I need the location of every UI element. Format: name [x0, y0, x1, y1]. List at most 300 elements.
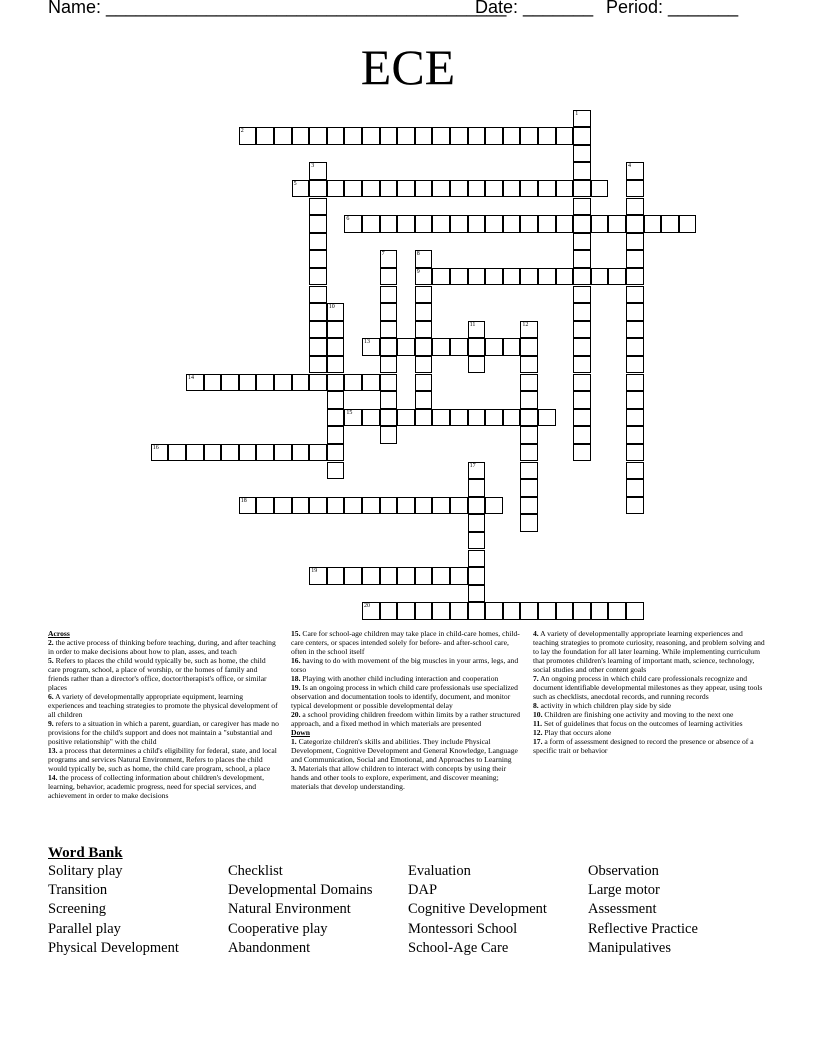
crossword-cell[interactable]: [186, 444, 204, 462]
crossword-cell[interactable]: [380, 215, 398, 233]
crossword-cell[interactable]: [327, 567, 345, 585]
crossword-cell[interactable]: [573, 391, 591, 409]
crossword-cell[interactable]: [274, 127, 292, 145]
crossword-cell[interactable]: [415, 338, 433, 356]
crossword-cell[interactable]: [380, 127, 398, 145]
crossword-cell[interactable]: [538, 602, 556, 620]
crossword-cell[interactable]: [520, 462, 538, 480]
crossword-cell[interactable]: [380, 321, 398, 339]
crossword-cell[interactable]: [397, 180, 415, 198]
crossword-cell[interactable]: [485, 409, 503, 427]
crossword-cell[interactable]: [344, 567, 362, 585]
clue-item: [291, 629, 523, 656]
clue-number: 6.: [48, 692, 54, 701]
crossword-cell[interactable]: [591, 268, 609, 286]
clue-text: Children are finishing one activity and moving to the next one: [542, 710, 734, 719]
clue-number: 11: [469, 321, 476, 328]
crossword-cell[interactable]: [626, 444, 644, 462]
crossword-cell[interactable]: [450, 268, 468, 286]
crossword-cell[interactable]: [644, 215, 662, 233]
crossword-cell[interactable]: [520, 426, 538, 444]
clue-text: Play that occurs alone: [542, 728, 612, 737]
crossword-cell[interactable]: [415, 374, 433, 392]
crossword-cell[interactable]: [432, 409, 450, 427]
crossword-cell[interactable]: [591, 180, 609, 198]
word-bank-column-4: [588, 862, 698, 958]
crossword-cell[interactable]: [327, 444, 345, 462]
crossword-cell[interactable]: [292, 444, 310, 462]
crossword-cell[interactable]: [520, 391, 538, 409]
clue-number: 4: [628, 163, 631, 170]
crossword-cell[interactable]: [626, 497, 644, 515]
crossword-cell[interactable]: [520, 321, 538, 339]
clue-text: Playing with another child including interaction and cooperation: [300, 674, 499, 683]
crossword-cell[interactable]: [626, 268, 644, 286]
crossword-cell[interactable]: [538, 215, 556, 233]
crossword-cell[interactable]: [626, 602, 644, 620]
crossword-cell[interactable]: [151, 444, 169, 462]
crossword-cell[interactable]: [256, 497, 274, 515]
clue-text: An ongoing process in which child care professionals recognize and document identifiable developmental milestones as they appear, using tools such as checklists, anecdotal records, and running records: [533, 674, 763, 701]
crossword-cell[interactable]: [274, 444, 292, 462]
clue-number: 20.: [291, 710, 301, 719]
crossword-cell[interactable]: [573, 602, 591, 620]
clue-item: [291, 656, 523, 674]
crossword-cell[interactable]: [608, 268, 626, 286]
crossword-cell[interactable]: [309, 250, 327, 268]
crossword-cell[interactable]: [327, 180, 345, 198]
crossword-cell[interactable]: [204, 444, 222, 462]
crossword-cell[interactable]: [380, 268, 398, 286]
crossword-cell[interactable]: [468, 409, 486, 427]
crossword-cell[interactable]: [573, 215, 591, 233]
crossword-cell[interactable]: [468, 585, 486, 603]
crossword-cell[interactable]: [538, 127, 556, 145]
crossword-cell[interactable]: [573, 321, 591, 339]
crossword-cell[interactable]: [362, 127, 380, 145]
crossword-cell[interactable]: [397, 497, 415, 515]
crossword-cell[interactable]: [344, 497, 362, 515]
clue-item: [533, 737, 766, 755]
crossword-cell[interactable]: [309, 233, 327, 251]
crossword-cell[interactable]: [380, 602, 398, 620]
clue-number: 2: [240, 128, 244, 135]
crossword-cell[interactable]: [468, 356, 486, 374]
crossword-cell[interactable]: [468, 215, 486, 233]
clue-number: 3.: [291, 764, 297, 773]
crossword-cell[interactable]: [556, 602, 574, 620]
word-bank-item: Abandonment: [228, 939, 311, 956]
crossword-cell[interactable]: [468, 180, 486, 198]
crossword-cell[interactable]: [626, 162, 644, 180]
crossword-cell[interactable]: [485, 127, 503, 145]
crossword-cell[interactable]: [397, 567, 415, 585]
crossword-cell[interactable]: [573, 303, 591, 321]
crossword-cell[interactable]: [468, 321, 486, 339]
crossword-cell[interactable]: [380, 391, 398, 409]
crossword-cell[interactable]: [397, 215, 415, 233]
crossword-cell[interactable]: [432, 180, 450, 198]
word-bank-item: Manipulatives: [588, 939, 671, 956]
crossword-cell[interactable]: [415, 391, 433, 409]
crossword-cell[interactable]: [626, 215, 644, 233]
crossword-cell[interactable]: [538, 180, 556, 198]
crossword-cell[interactable]: [573, 180, 591, 198]
crossword-cell[interactable]: [573, 250, 591, 268]
crossword-cell[interactable]: [573, 268, 591, 286]
crossword-cell[interactable]: [327, 409, 345, 427]
crossword-cell[interactable]: [221, 374, 239, 392]
crossword-cell[interactable]: [380, 303, 398, 321]
crossword-cell[interactable]: [450, 409, 468, 427]
clue-text: Set of guidelines that focus on the outcomes of learning activities: [542, 719, 743, 728]
clue-text: a process that determines a child's eligibility for federal, state, and local programs and services Natural Environment, Refers to places the child would typically be, such as home, the child care program, school, a place: [48, 746, 277, 773]
crossword-cell[interactable]: [573, 356, 591, 374]
crossword-cell[interactable]: [432, 567, 450, 585]
name-field[interactable]: Name: ________________________________________: [48, 0, 507, 17]
crossword-cell[interactable]: [362, 180, 380, 198]
crossword-cell[interactable]: [503, 338, 521, 356]
crossword-cell[interactable]: [432, 497, 450, 515]
crossword-cell[interactable]: [573, 374, 591, 392]
crossword-cell[interactable]: [626, 198, 644, 216]
clue-number: 7.: [533, 674, 539, 683]
word-bank-item: Developmental Domains: [228, 882, 373, 899]
crossword-cell[interactable]: [397, 338, 415, 356]
crossword-cell[interactable]: [344, 374, 362, 392]
crossword-cell[interactable]: [327, 374, 345, 392]
clue-item: [291, 737, 523, 764]
crossword-cell[interactable]: [520, 215, 538, 233]
clue-text: Categorize children's skills and abilities. They include Physical Development, Cognitive Development and General Knowledge, Language and Communication, Social and Emotional, and Approaches to Learning: [291, 737, 518, 764]
word-bank-item: Transition: [48, 882, 108, 899]
crossword-cell[interactable]: [239, 497, 257, 515]
crossword-cell[interactable]: [380, 374, 398, 392]
crossword-cell[interactable]: [468, 268, 486, 286]
crossword-cell[interactable]: [591, 215, 609, 233]
crossword-cell[interactable]: [380, 286, 398, 304]
crossword-cell[interactable]: [380, 250, 398, 268]
crossword-cell[interactable]: [520, 444, 538, 462]
crossword-cell[interactable]: [538, 409, 556, 427]
crossword-cell[interactable]: [626, 391, 644, 409]
word-bank-item: Cognitive Development: [408, 901, 547, 918]
crossword-cell[interactable]: [415, 286, 433, 304]
crossword-cell[interactable]: [468, 567, 486, 585]
crossword-cell[interactable]: [309, 215, 327, 233]
crossword-cell[interactable]: [256, 374, 274, 392]
crossword-cell[interactable]: [626, 233, 644, 251]
crossword-cell[interactable]: [239, 444, 257, 462]
crossword-cell[interactable]: [556, 180, 574, 198]
crossword-cell[interactable]: [309, 180, 327, 198]
crossword-cell[interactable]: [450, 127, 468, 145]
clue-text: Care for school-age children may take place in child-care homes, child-care centers, or spaces intended solely for before- and after-school care, often in the school itself: [291, 629, 520, 656]
crossword-cell[interactable]: [573, 110, 591, 128]
crossword-cell[interactable]: [626, 338, 644, 356]
crossword-cell[interactable]: [503, 409, 521, 427]
clue-number: 11.: [533, 719, 543, 728]
crossword-cell[interactable]: [626, 250, 644, 268]
clue-item: [48, 746, 280, 773]
crossword-cell[interactable]: [309, 286, 327, 304]
crossword-cell[interactable]: [309, 356, 327, 374]
crossword-cell[interactable]: [520, 338, 538, 356]
clue-text: activity in which children play side by side: [538, 701, 672, 710]
crossword-cell[interactable]: [573, 145, 591, 163]
crossword-cell[interactable]: [415, 321, 433, 339]
crossword-cell[interactable]: [397, 127, 415, 145]
crossword-cell[interactable]: [450, 180, 468, 198]
crossword-cell[interactable]: [380, 497, 398, 515]
crossword-cell[interactable]: [415, 180, 433, 198]
crossword-cell[interactable]: [309, 567, 327, 585]
clue-text: Materials that allow children to interact with concepts by using their hands and other tools to explore, experiment, and discover meaning; materials that develop understanding.: [291, 764, 507, 791]
crossword-cell[interactable]: [380, 409, 398, 427]
crossword-cell[interactable]: [573, 286, 591, 304]
crossword-cell[interactable]: [573, 198, 591, 216]
crossword-cell[interactable]: [274, 374, 292, 392]
crossword-cell[interactable]: [432, 127, 450, 145]
crossword-cell[interactable]: [608, 602, 626, 620]
crossword-cell[interactable]: [327, 303, 345, 321]
clue-number: 15.: [291, 629, 301, 638]
word-bank-item: Evaluation: [408, 863, 471, 879]
crossword-cell[interactable]: [573, 426, 591, 444]
crossword-cell[interactable]: [573, 444, 591, 462]
crossword-cell[interactable]: [397, 409, 415, 427]
crossword-cell[interactable]: [485, 180, 503, 198]
crossword-cell[interactable]: [626, 356, 644, 374]
crossword-cell[interactable]: [520, 356, 538, 374]
crossword-cell[interactable]: [415, 567, 433, 585]
crossword-cell[interactable]: [503, 268, 521, 286]
crossword-cell[interactable]: [362, 215, 380, 233]
crossword-cell[interactable]: [573, 233, 591, 251]
crossword-cell[interactable]: [626, 180, 644, 198]
crossword-cell[interactable]: [503, 215, 521, 233]
clue-number: 13: [364, 339, 370, 346]
clue-number: 8.: [533, 701, 539, 710]
crossword-cell[interactable]: [327, 356, 345, 374]
crossword-cell[interactable]: [256, 444, 274, 462]
crossword-cell[interactable]: [573, 127, 591, 145]
crossword-cell[interactable]: [520, 409, 538, 427]
crossword-cell[interactable]: [380, 338, 398, 356]
crossword-cell[interactable]: [309, 127, 327, 145]
clue-number: 7: [381, 251, 385, 258]
crossword-cell[interactable]: [573, 162, 591, 180]
word-bank-item: Parallel play: [48, 920, 121, 937]
crossword-cell[interactable]: [168, 444, 186, 462]
crossword-cell[interactable]: [292, 127, 310, 145]
crossword-cell[interactable]: [344, 409, 362, 427]
crossword-cell[interactable]: [626, 479, 644, 497]
crossword-cell[interactable]: [380, 426, 398, 444]
crossword-cell[interactable]: [362, 374, 380, 392]
crossword-cell[interactable]: [397, 602, 415, 620]
crossword-cell[interactable]: [415, 215, 433, 233]
crossword-cell[interactable]: [468, 462, 486, 480]
crossword-cell[interactable]: [327, 426, 345, 444]
clue-item: [291, 683, 523, 710]
crossword-cell[interactable]: [362, 497, 380, 515]
crossword-cell[interactable]: [591, 602, 609, 620]
crossword-cell[interactable]: [380, 356, 398, 374]
crossword-cell[interactable]: [309, 497, 327, 515]
crossword-cell[interactable]: [309, 338, 327, 356]
crossword-cell[interactable]: [450, 497, 468, 515]
crossword-cell[interactable]: [503, 602, 521, 620]
clue-item: [291, 674, 523, 683]
crossword-cell[interactable]: [573, 338, 591, 356]
date-field[interactable]: Date: _______: [475, 0, 594, 17]
crossword-cell[interactable]: [626, 409, 644, 427]
crossword-cell[interactable]: [520, 127, 538, 145]
crossword-cell[interactable]: [344, 215, 362, 233]
crossword-cell[interactable]: [468, 550, 486, 568]
word-bank-item: Reflective Practice: [588, 920, 698, 937]
crossword-cell[interactable]: [309, 444, 327, 462]
crossword-cell[interactable]: [573, 409, 591, 427]
clue-number: 15: [346, 409, 353, 416]
crossword-cell[interactable]: [468, 532, 486, 550]
crossword-cell[interactable]: [415, 303, 433, 321]
crossword-cell[interactable]: [556, 268, 574, 286]
crossword-cell[interactable]: [344, 127, 362, 145]
crossword-cell[interactable]: [520, 268, 538, 286]
crossword-cell[interactable]: [626, 303, 644, 321]
crossword-cell[interactable]: [362, 409, 380, 427]
clue-number: 9.: [48, 719, 54, 728]
crossword-cell[interactable]: [327, 497, 345, 515]
crossword-cell[interactable]: [503, 180, 521, 198]
period-field[interactable]: Period: _______: [606, 0, 739, 17]
crossword-cell[interactable]: [432, 268, 450, 286]
word-bank-column-3: [408, 862, 547, 958]
crossword-cell[interactable]: [327, 462, 345, 480]
crossword-cell[interactable]: [204, 374, 222, 392]
crossword-cell[interactable]: [362, 338, 380, 356]
crossword-cell[interactable]: [327, 338, 345, 356]
clue-number: 6: [346, 216, 350, 223]
crossword-cell[interactable]: [309, 321, 327, 339]
crossword-cell[interactable]: [468, 338, 486, 356]
crossword-cell[interactable]: [309, 303, 327, 321]
word-bank-column-2: [228, 862, 373, 958]
crossword-cell[interactable]: [450, 602, 468, 620]
crossword-cell[interactable]: [626, 286, 644, 304]
clue-number: 19: [311, 568, 318, 575]
crossword-cell[interactable]: [520, 514, 538, 532]
crossword-cell[interactable]: [468, 479, 486, 497]
crossword-cell[interactable]: [468, 497, 486, 515]
crossword-cell[interactable]: [362, 567, 380, 585]
clue-item: [533, 629, 766, 674]
crossword-cell[interactable]: [520, 602, 538, 620]
crossword-cell[interactable]: [415, 268, 433, 286]
crossword-cell[interactable]: [380, 180, 398, 198]
crossword-cell[interactable]: [432, 215, 450, 233]
clue-item: [48, 638, 280, 656]
crossword-cell[interactable]: [450, 567, 468, 585]
crossword-cell[interactable]: [520, 479, 538, 497]
across-heading: Across: [48, 629, 70, 638]
crossword-cell[interactable]: [362, 602, 380, 620]
crossword-cell[interactable]: [415, 356, 433, 374]
crossword-cell[interactable]: [327, 391, 345, 409]
crossword-cell[interactable]: [415, 497, 433, 515]
crossword-cell[interactable]: [309, 162, 327, 180]
crossword-cell[interactable]: [608, 215, 626, 233]
crossword-cell[interactable]: [556, 215, 574, 233]
crossword-cell[interactable]: [309, 374, 327, 392]
crossword-cell[interactable]: [520, 180, 538, 198]
crossword-cell[interactable]: [432, 602, 450, 620]
crossword-cell[interactable]: [661, 215, 679, 233]
crossword-cell[interactable]: [450, 215, 468, 233]
crossword-cell[interactable]: [186, 374, 204, 392]
crossword-cell[interactable]: [309, 268, 327, 286]
crossword-cell[interactable]: [292, 180, 310, 198]
crossword-cell[interactable]: [520, 497, 538, 515]
crossword-cell[interactable]: [239, 127, 257, 145]
crossword-cell[interactable]: [292, 497, 310, 515]
crossword-cell[interactable]: [485, 602, 503, 620]
crossword-cell[interactable]: [626, 462, 644, 480]
crossword-cell[interactable]: [309, 198, 327, 216]
clue-number: 17: [469, 462, 476, 469]
crossword-cell[interactable]: [626, 374, 644, 392]
crossword-cell[interactable]: [327, 127, 345, 145]
crossword-cell[interactable]: [556, 127, 574, 145]
word-bank-item: Natural Environment: [228, 901, 351, 918]
crossword-cell[interactable]: [327, 321, 345, 339]
crossword-cell[interactable]: [468, 602, 486, 620]
crossword-cell[interactable]: [221, 444, 239, 462]
crossword-cell[interactable]: [468, 514, 486, 532]
crossword-cell[interactable]: [626, 426, 644, 444]
crossword-cell[interactable]: [450, 338, 468, 356]
crossword-cell[interactable]: [380, 567, 398, 585]
crossword-cell[interactable]: [626, 321, 644, 339]
crossword-cell[interactable]: [468, 127, 486, 145]
crossword-cell[interactable]: [538, 268, 556, 286]
crossword-cell[interactable]: [415, 409, 433, 427]
crossword-cell[interactable]: [415, 127, 433, 145]
crossword-cell[interactable]: [485, 497, 503, 515]
crossword-cell[interactable]: [292, 374, 310, 392]
crossword-cell[interactable]: [485, 268, 503, 286]
crossword-cell[interactable]: [239, 374, 257, 392]
crossword-cell[interactable]: [415, 250, 433, 268]
crossword-cell[interactable]: [256, 127, 274, 145]
clue-text: having to do with movement of the big muscles in your arms, legs, and torso: [291, 656, 519, 674]
crossword-cell[interactable]: [274, 497, 292, 515]
crossword-cell[interactable]: [503, 127, 521, 145]
clue-number: 16.: [291, 656, 301, 665]
crossword-cell[interactable]: [679, 215, 697, 233]
crossword-cell[interactable]: [344, 180, 362, 198]
crossword-cell[interactable]: [485, 338, 503, 356]
crossword-cell[interactable]: [432, 338, 450, 356]
crossword-cell[interactable]: [485, 215, 503, 233]
crossword-cell[interactable]: [520, 374, 538, 392]
clue-number: 2.: [48, 638, 54, 647]
crossword-cell[interactable]: [415, 602, 433, 620]
word-bank-item: Physical Development: [48, 939, 179, 956]
word-bank-column-1: [48, 862, 179, 958]
